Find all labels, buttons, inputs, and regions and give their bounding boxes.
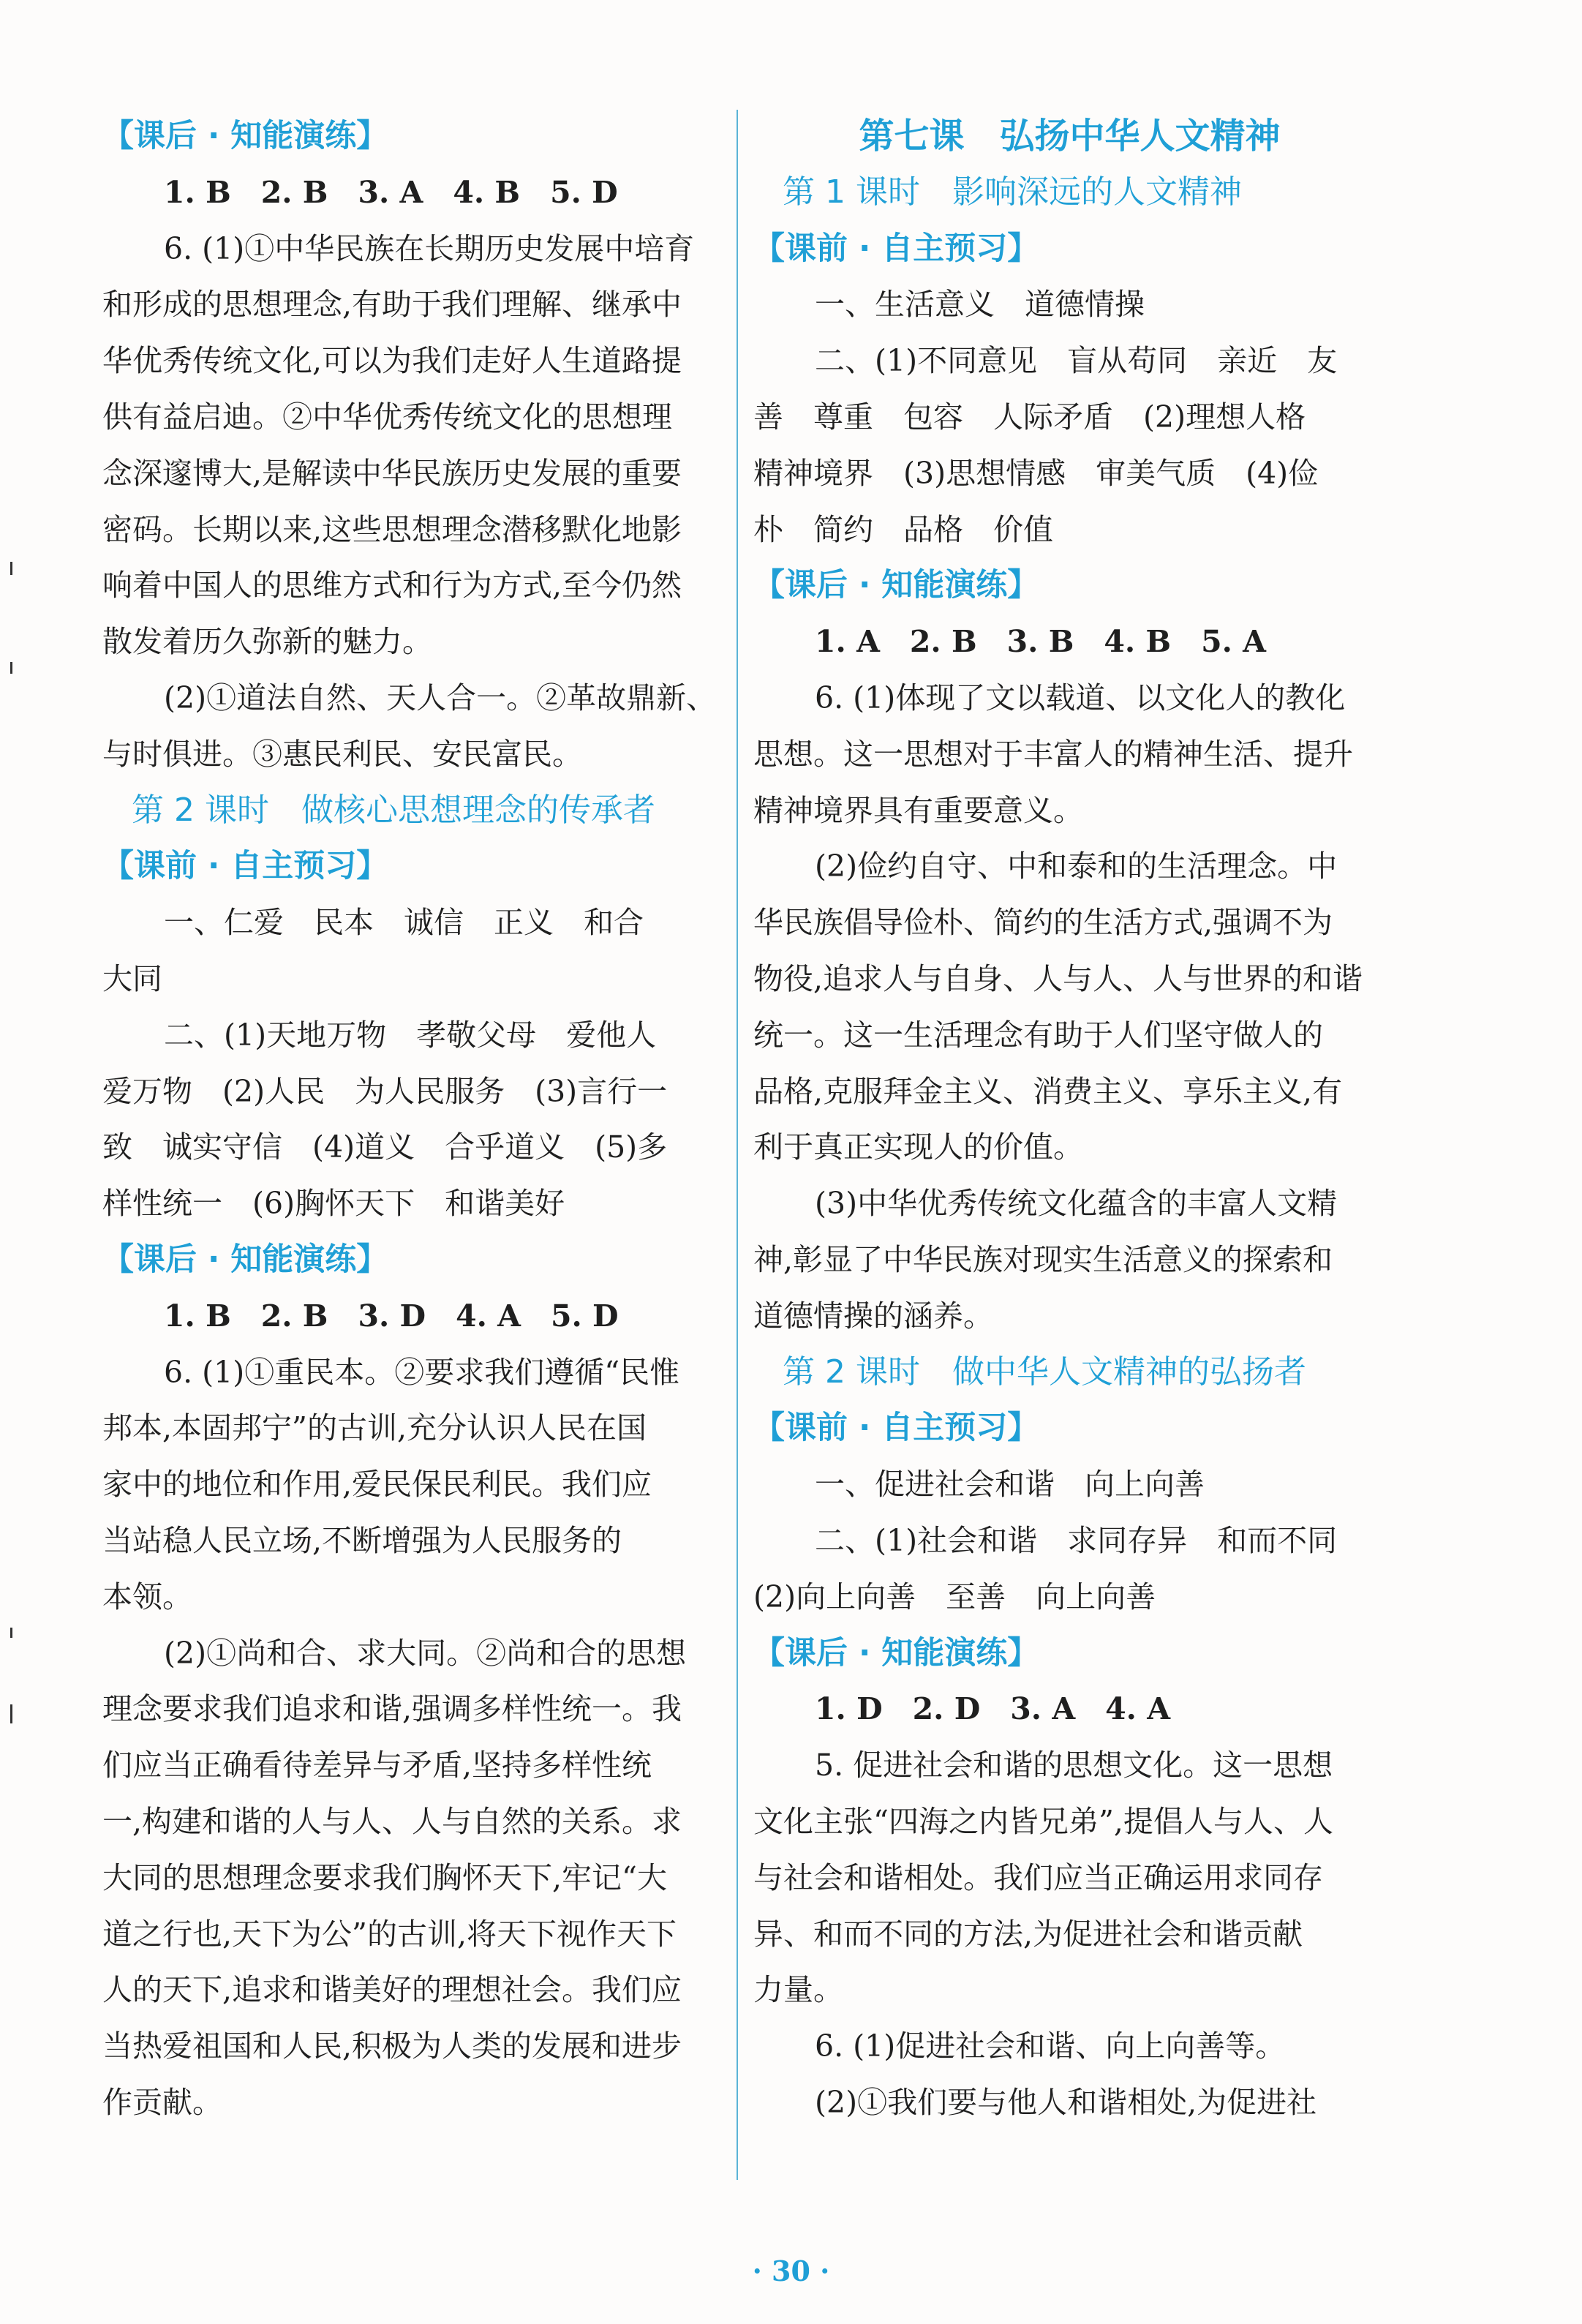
- answer-line: (2)①道法自然、天人合一。②革故鼎新、: [164, 680, 717, 715]
- lesson-title: 第 2 课时 做中华人文精神的弘扬者: [783, 1353, 1306, 1391]
- lesson-title: 第 1 课时 影响深远的人文精神: [783, 173, 1242, 211]
- answer-line: 华优秀传统文化,可以为我们走好人生道路提: [102, 343, 682, 379]
- lesson-title: 第 2 课时 做核心思想理念的传承者: [132, 791, 655, 829]
- answer-line: (2)①我们要与他人和谐相处,为促进社: [815, 2084, 1317, 2120]
- section-header-after-class: 【课后 · 知能演练】: [102, 118, 388, 154]
- section-header-after-class: 【课后 · 知能演练】: [753, 1634, 1039, 1671]
- preview-line: 一、促进社会和谐 向上向善: [815, 1467, 1205, 1503]
- section-header-preview: 【课前 · 自主预习】: [102, 848, 388, 885]
- answer-line: 和形成的思想理念,有助于我们理解、继承中: [102, 287, 682, 323]
- answer-line: 华民族倡导俭朴、简约的生活方式,强调不为: [753, 905, 1333, 941]
- preview-line: 二、(1)天地万物 孝敬父母 爱他人: [164, 1017, 657, 1053]
- answer-line: 思想。这一思想对于丰富人的精神生活、提升: [753, 736, 1353, 772]
- preview-line: 二、(1)不同意见 盲从苟同 亲近 友: [815, 343, 1338, 379]
- answer-line: 统一。这一生活理念有助于人们坚守做人的: [753, 1017, 1323, 1053]
- answer-choices: 1. B 2. B 3. D 4. A 5. D: [164, 1298, 619, 1334]
- answer-line: 家中的地位和作用,爱民保民利民。我们应: [102, 1467, 652, 1503]
- preview-line: 精神境界 (3)思想情感 审美气质 (4)俭: [753, 455, 1319, 491]
- preview-line: 爱万物 (2)人民 为人民服务 (3)言行一: [102, 1073, 668, 1109]
- right-column: [753, 108, 1386, 2131]
- answer-line: 6. (1)促进社会和谐、向上向善等。: [815, 2028, 1286, 2064]
- section-header-after-class: 【课后 · 知能演练】: [753, 567, 1039, 604]
- answer-line: 品格,克服拜金主义、消费主义、享乐主义,有: [753, 1073, 1343, 1109]
- answer-line: 一,构建和谐的人与人、人与自然的关系。求: [102, 1803, 682, 1839]
- answer-line: 异、和而不同的方法,为促进社会和谐贡献: [753, 1916, 1303, 1952]
- answer-line: 人的天下,追求和谐美好的理想社会。我们应: [102, 1972, 682, 2008]
- preview-line: 大同: [102, 960, 162, 996]
- answer-line: 道德情操的涵养。: [753, 1298, 993, 1334]
- section-header-preview: 【课前 · 自主预习】: [753, 230, 1039, 267]
- answer-line: 响着中国人的思维方式和行为方式,至今仍然: [102, 568, 682, 603]
- answer-line: 道之行也,天下为公”的古训,将天下视作天下: [102, 1916, 677, 1952]
- preview-line: 善 尊重 包容 人际矛盾 (2)理想人格: [753, 399, 1306, 435]
- answer-line: 当热爱祖国和人民,积极为人类的发展和进步: [102, 2028, 682, 2064]
- answer-line: 邦本,本固邦宁”的古训,充分认识人民在国: [102, 1410, 647, 1446]
- answer-line: 供有益启迪。②中华优秀传统文化的思想理: [102, 399, 672, 435]
- answer-line: 念深邃博大,是解读中华民族历史发展的重要: [102, 455, 682, 491]
- scan-mark: [10, 562, 12, 575]
- answer-line: 文化主张“四海之内皆兄弟”,提倡人与人、人: [753, 1803, 1333, 1839]
- answer-line: 理念要求我们追求和谐,强调多样性统一。我: [102, 1691, 682, 1727]
- answer-line: 6. (1)①重民本。②要求我们遵循“民惟: [164, 1354, 680, 1390]
- preview-line: 朴 简约 品格 价值: [753, 511, 1053, 547]
- answer-line: 物役,追求人与自身、人与人、人与世界的和谐: [753, 960, 1363, 996]
- section-header-preview: 【课前 · 自主预习】: [753, 1410, 1039, 1447]
- answer-line: 与社会和谐相处。我们应当正确运用求同存: [753, 1859, 1323, 1895]
- answer-choices: 1. B 2. B 3. A 4. B 5. D: [164, 174, 618, 210]
- answer-line: 散发着历久弥新的魅力。: [102, 624, 432, 660]
- answer-line: 5. 促进社会和谐的思想文化。这一思想: [815, 1748, 1333, 1783]
- answer-line: 作贡献。: [102, 2084, 222, 2120]
- left-column: [102, 108, 724, 2131]
- preview-line: 样性统一 (6)胸怀天下 和谐美好: [102, 1186, 565, 1222]
- answer-line: 精神境界具有重要意义。: [753, 792, 1083, 828]
- answer-line: 当站稳人民立场,不断增强为人民服务的: [102, 1522, 622, 1558]
- scan-mark: [10, 662, 12, 674]
- column-divider: [737, 110, 738, 2180]
- answer-line: 6. (1)体现了文以载道、以文化人的教化: [815, 680, 1346, 715]
- page-number: · 30 ·: [752, 2255, 830, 2287]
- answer-line: 大同的思想理念要求我们胸怀天下,牢记“大: [102, 1859, 667, 1895]
- unit-title: 第七课 弘扬中华人文精神: [859, 116, 1281, 157]
- answer-line: 6. (1)①中华民族在长期历史发展中培育: [164, 230, 695, 266]
- answer-line: 密码。长期以来,这些思想理念潜移默化地影: [102, 511, 682, 547]
- answer-line: 利于真正实现人的价值。: [753, 1129, 1083, 1165]
- answer-line: (3)中华优秀传统文化蕴含的丰富人文精: [815, 1186, 1338, 1222]
- section-header-after-class: 【课后 · 知能演练】: [102, 1241, 388, 1278]
- answer-line: (2)俭约自守、中和泰和的生活理念。中: [815, 849, 1338, 884]
- answer-line: 力量。: [753, 1972, 843, 2008]
- answer-line: 神,彰显了中华民族对现实生活意义的探索和: [753, 1241, 1333, 1277]
- preview-line: 一、仁爱 民本 诚信 正义 和合: [164, 905, 644, 941]
- preview-line: 致 诚实守信 (4)道义 合乎道义 (5)多: [102, 1129, 668, 1165]
- answer-line: 们应当正确看待差异与矛盾,坚持多样性统: [102, 1748, 652, 1783]
- answer-choices: 1. D 2. D 3. A 4. A: [815, 1691, 1171, 1727]
- preview-line: 一、生活意义 道德情操: [815, 287, 1145, 323]
- preview-line: 二、(1)社会和谐 求同存异 和而不同: [815, 1522, 1338, 1558]
- scan-mark: [10, 1628, 12, 1638]
- preview-line: (2)向上向善 至善 向上向善: [753, 1579, 1156, 1614]
- answer-choices: 1. A 2. B 3. B 4. B 5. A: [815, 624, 1266, 660]
- answer-line: (2)①尚和合、求大同。②尚和合的思想: [164, 1635, 687, 1671]
- answer-line: 本领。: [102, 1579, 192, 1614]
- scan-mark: [10, 1704, 12, 1723]
- answer-line: 与时俱进。③惠民利民、安民富民。: [102, 736, 582, 772]
